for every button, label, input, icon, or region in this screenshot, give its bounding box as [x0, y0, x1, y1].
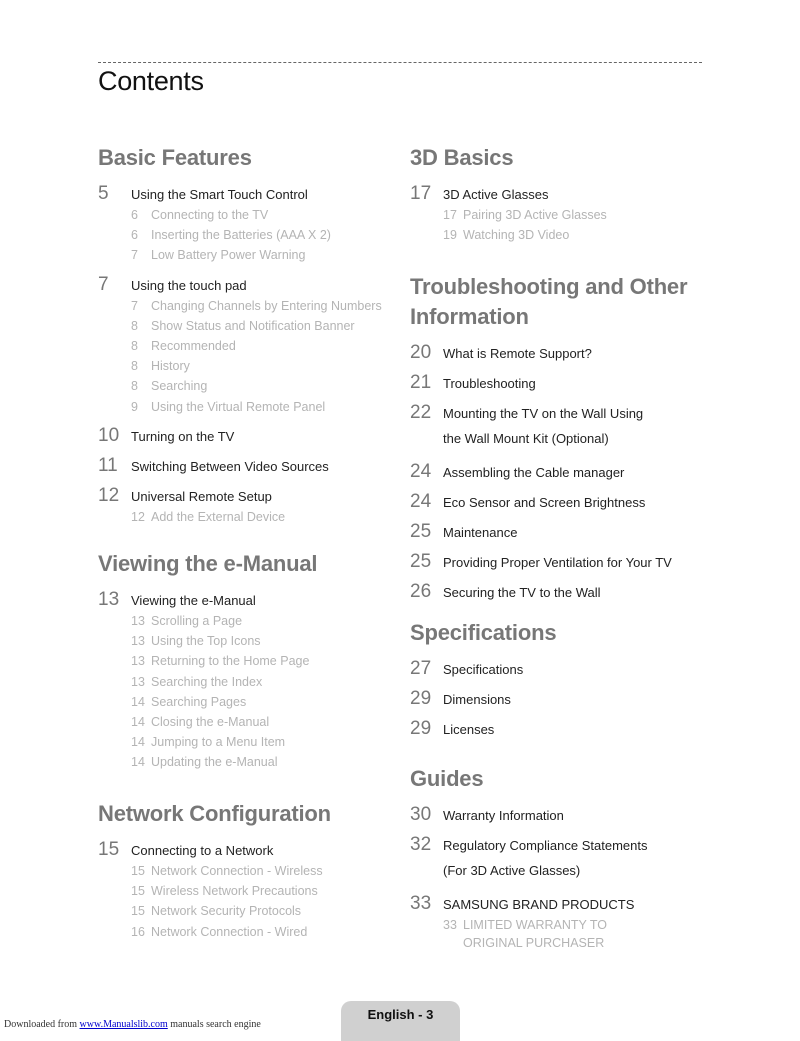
toc-subentry-title: Watching 3D Video [463, 228, 570, 243]
toc-entry-row[interactable] [410, 183, 710, 205]
toc-subentry-title: Using the Virtual Remote Panel [151, 399, 326, 414]
toc-subentry-list [98, 611, 398, 773]
toc-subentry-title: Connecting to the TV [151, 208, 269, 222]
toc-subentry-page: 8 [131, 318, 138, 333]
toc-entry-title: What is Remote Support? [443, 346, 592, 361]
toc-entry-title: Using the touch pad [131, 277, 247, 293]
toc-entry-title: Regulatory Compliance Statements [443, 838, 648, 853]
toc-page-number: 25 [410, 521, 432, 542]
toc-entry [410, 183, 710, 245]
toc-entry-title: Using the Smart Touch Control [131, 187, 308, 202]
toc-entry-title-continued: (For 3D Active Glasses) [443, 863, 581, 878]
toc-subentry[interactable] [131, 296, 398, 316]
toc-page-number: 15 [98, 839, 120, 860]
entry-list [410, 183, 710, 245]
toc-page-number: 10 [98, 424, 120, 446]
toc-subentry-title: Low Battery Power Warning [151, 248, 306, 263]
toc-entry [410, 461, 710, 483]
toc-entry [98, 589, 398, 773]
toc-subentry[interactable] [131, 397, 398, 417]
toc-entry-row[interactable] [410, 658, 710, 680]
toc-entry-row[interactable] [98, 485, 398, 507]
toc-entry [98, 839, 398, 942]
toc-subentry[interactable] [131, 861, 398, 881]
toc-entry [410, 581, 710, 603]
entry-list [98, 589, 398, 773]
toc-entry-row[interactable] [410, 372, 710, 394]
toc-page-number: 32 [410, 834, 432, 855]
toc-subentry[interactable] [131, 611, 398, 631]
toc-page-number: 12 [98, 484, 120, 506]
toc-entry-title: Switching Between Video Sources [131, 458, 329, 474]
toc-subentry-list [410, 915, 710, 952]
toc-subentry-title: Network Connection - Wired [151, 924, 308, 939]
toc-entry [410, 893, 710, 952]
toc-subentry-list [98, 296, 398, 417]
toc-entry-row[interactable] [98, 839, 398, 861]
toc-entry [410, 834, 710, 885]
toc-entry-title: Mounting the TV on the Wall Using [443, 406, 644, 421]
toc-entry-title: Connecting to a Network [131, 843, 274, 858]
toc-entry-title: Turning on the TV [131, 428, 235, 444]
entry-list [98, 183, 398, 527]
toc-subentry-page: 14 [131, 715, 145, 730]
toc-entry-row[interactable] [98, 425, 398, 447]
toc-subentry[interactable] [131, 712, 398, 732]
toc-entry [98, 485, 398, 527]
toc-entry-title: Viewing the e-Manual [131, 593, 256, 608]
toc-page-number: 29 [410, 688, 432, 709]
toc-subentry[interactable] [131, 651, 398, 671]
toc-entry-row[interactable] [98, 589, 398, 611]
toc-subentry-title: Using the Top Icons [151, 634, 261, 649]
toc-entry [410, 804, 710, 826]
toc-subentry-page: 6 [131, 208, 138, 222]
toc-subentry-page: 8 [131, 339, 138, 354]
toc-entry [410, 658, 710, 680]
toc-subentry-page: 17 [443, 208, 457, 222]
toc-entry [98, 455, 398, 477]
toc-entry-title: Warranty Information [443, 808, 564, 823]
toc-entry-title-continued: the Wall Mount Kit (Optional) [443, 431, 609, 446]
toc-subentry[interactable] [131, 336, 398, 356]
toc-page-number: 25 [410, 551, 432, 572]
toc-subentry-title: LIMITED WARRANTY TO [463, 918, 608, 932]
section-title: Specifications [410, 620, 557, 645]
toc-subentry-title: Network Connection - Wireless [151, 864, 323, 878]
section-title [410, 272, 710, 332]
toc-subentry[interactable] [131, 692, 398, 712]
toc-subentry-list [410, 205, 710, 245]
section-3d-basics [410, 143, 710, 253]
toc-entry-title: Licenses [443, 722, 495, 737]
toc-subentry-page: 15 [131, 904, 145, 919]
toc-page-number: 7 [98, 273, 109, 295]
toc-subentry-title: Add the External Device [151, 509, 286, 524]
toc-page-number: 13 [98, 589, 120, 610]
toc-subentry[interactable] [131, 376, 398, 396]
toc-entry-title: Specifications [443, 662, 524, 677]
section-troubleshooting [410, 272, 710, 611]
header-dashed-rule [98, 62, 702, 63]
toc-entry-title: Eco Sensor and Screen Brightness [443, 495, 646, 510]
toc-subentry-page: 13 [131, 674, 145, 689]
toc-subentry-page: 16 [131, 924, 145, 939]
toc-subentry-title: Searching Pages [151, 694, 247, 709]
toc-subentry-page: 6 [131, 228, 138, 243]
toc-subentry[interactable] [131, 672, 398, 692]
toc-page-number: 33 [410, 893, 432, 914]
toc-entry-title: 3D Active Glasses [443, 187, 549, 202]
toc-subentry-page: 15 [131, 864, 145, 878]
toc-subentry-title: Returning to the Home Page [151, 654, 310, 669]
manualslib-link[interactable]: www.Manualslib.com [79, 1019, 168, 1030]
section-specifications [410, 618, 710, 748]
toc-entry [410, 342, 710, 364]
section-title-line: Troubleshooting and Other [410, 274, 688, 299]
toc-page-number: 20 [410, 342, 432, 363]
section-title: Viewing the e-Manual [98, 551, 318, 576]
toc-page-number: 26 [410, 581, 432, 602]
toc-entry-title: Securing the TV to the Wall [443, 585, 601, 600]
toc-entry-row[interactable] [98, 183, 398, 205]
toc-entry-row[interactable] [410, 491, 710, 513]
toc-subentry-list [98, 861, 398, 942]
toc-page-number: 22 [410, 402, 432, 423]
toc-subentry-title: Closing the e-Manual [151, 715, 270, 730]
toc-entry-row[interactable] [98, 455, 398, 477]
toc-entry-title: Dimensions [443, 692, 511, 707]
toc-subentry[interactable] [131, 507, 398, 527]
section-guides [410, 764, 710, 960]
toc-subentry[interactable] [131, 752, 398, 772]
toc-entry-title: Universal Remote Setup [131, 488, 272, 504]
toc-entry [410, 521, 710, 543]
toc-subentry-title: Inserting the Batteries (AAA X 2) [151, 228, 331, 243]
toc-page-number: 21 [410, 372, 432, 393]
toc-subentry-title: Pairing 3D Active Glasses [463, 208, 607, 222]
page-title: Contents [98, 66, 204, 96]
toc-subentry-page: 15 [131, 884, 145, 899]
toc-subentry-title: Show Status and Notification Banner [151, 318, 355, 333]
toc-subentry-page: 19 [443, 228, 457, 243]
toc-subentry-list [98, 205, 398, 266]
toc-entry [410, 688, 710, 710]
toc-entry-row[interactable] [410, 893, 710, 915]
toc-entry-row[interactable] [410, 342, 710, 364]
toc-subentry-page: 7 [131, 248, 138, 263]
toc-entry-title: SAMSUNG BRAND PRODUCTS [443, 897, 635, 912]
toc-entry-row[interactable] [98, 274, 398, 296]
section-title: Guides [410, 766, 484, 791]
toc-subentry-title: Wireless Network Precautions [151, 884, 318, 899]
section-title: Basic Features [98, 145, 252, 170]
toc-subentry-title: Jumping to a Menu Item [151, 735, 286, 750]
section-title-line: Information [410, 304, 529, 329]
entry-list [98, 839, 398, 942]
toc-subentry[interactable] [131, 922, 398, 942]
toc-entry [98, 274, 398, 417]
toc-entry [410, 491, 710, 513]
toc-subentry-page: 12 [131, 509, 145, 524]
toc-subentry-title: Searching [151, 379, 208, 394]
download-suffix: manuals search engine [170, 1019, 261, 1030]
toc-subentry-list [98, 507, 398, 527]
toc-subentry[interactable] [131, 316, 398, 336]
toc-subentry-page: 13 [131, 634, 145, 649]
download-prefix: Downloaded from [4, 1019, 78, 1030]
toc-subentry-page: 8 [131, 379, 138, 394]
toc-entry [410, 551, 710, 573]
toc-entry [98, 183, 398, 266]
toc-subentry-title: Updating the e-Manual [151, 755, 278, 770]
toc-subentry[interactable] [131, 631, 398, 651]
toc-subentry[interactable] [443, 915, 710, 935]
page-number-tab [341, 1001, 460, 1041]
toc-page-number: 24 [410, 461, 432, 482]
toc-entry-row[interactable] [410, 581, 710, 603]
toc-entry-row[interactable] [410, 551, 710, 573]
toc-entry-title: Troubleshooting [443, 376, 536, 391]
toc-page-number: 17 [410, 183, 432, 204]
entry-list [410, 804, 710, 952]
page-number-label: English - 3 [367, 1007, 434, 1022]
toc-page-number: 30 [410, 804, 432, 825]
toc-subentry-title: Network Security Protocols [151, 904, 302, 919]
toc-subentry[interactable] [131, 901, 398, 921]
toc-subentry-page: 33 [443, 918, 457, 932]
entry-list [410, 658, 710, 740]
toc-subentry-page: 14 [131, 755, 145, 770]
toc-entry-title: Assembling the Cable manager [443, 465, 625, 480]
toc-entry-row[interactable] [410, 402, 710, 424]
toc-subentry-page: 13 [131, 654, 145, 669]
toc-entry [410, 402, 710, 453]
toc-subentry-title: History [151, 359, 190, 374]
toc-subentry-title-continued: ORIGINAL PURCHASER [463, 936, 605, 951]
toc-subentry[interactable] [131, 732, 398, 752]
toc-entry [410, 718, 710, 740]
toc-page-number: 27 [410, 658, 432, 679]
toc-entry [98, 425, 398, 447]
toc-page-number: 24 [410, 491, 432, 512]
toc-entry-row[interactable] [410, 834, 710, 856]
toc-subentry-title: Changing Channels by Entering Numbers [151, 298, 382, 313]
toc-subentry-title: Searching the Index [151, 674, 263, 689]
toc-page-number: 11 [98, 454, 118, 476]
section-basic-features [98, 143, 398, 535]
toc-subentry-page: 13 [131, 614, 145, 628]
toc-subentry-page: 8 [131, 359, 138, 374]
toc-subentry-page: 14 [131, 735, 145, 750]
toc-subentry[interactable] [131, 881, 398, 901]
toc-subentry-page: 14 [131, 694, 145, 709]
download-notice [4, 1019, 261, 1030]
toc-subentry-page: 7 [131, 298, 138, 313]
toc-entry-row[interactable] [410, 461, 710, 483]
toc-entry-row[interactable] [410, 688, 710, 710]
toc-entry-row[interactable] [410, 804, 710, 826]
toc-subentry-title: Scrolling a Page [151, 614, 243, 628]
section-title: Network Configuration [98, 801, 331, 826]
toc-page-number: 29 [410, 718, 432, 739]
toc-entry [410, 372, 710, 394]
toc-subentry-page: 9 [131, 399, 138, 414]
toc-subentry[interactable] [131, 245, 398, 265]
toc-subentry[interactable] [131, 356, 398, 376]
section-title: 3D Basics [410, 145, 514, 170]
toc-entry-row[interactable] [410, 718, 710, 740]
toc-subentry[interactable] [131, 225, 398, 245]
toc-subentry[interactable] [131, 205, 398, 225]
toc-subentry[interactable] [443, 225, 710, 245]
toc-page-number: 5 [98, 183, 109, 204]
section-viewing-e-manual [98, 549, 398, 781]
section-network-configuration [98, 799, 398, 950]
toc-subentry[interactable] [443, 205, 710, 225]
entry-list [410, 342, 710, 603]
toc-subentry-title: Recommended [151, 339, 236, 354]
toc-entry-title: Providing Proper Ventilation for Your TV [443, 555, 672, 570]
toc-entry-row[interactable] [410, 521, 710, 543]
toc-entry-title: Maintenance [443, 525, 518, 540]
